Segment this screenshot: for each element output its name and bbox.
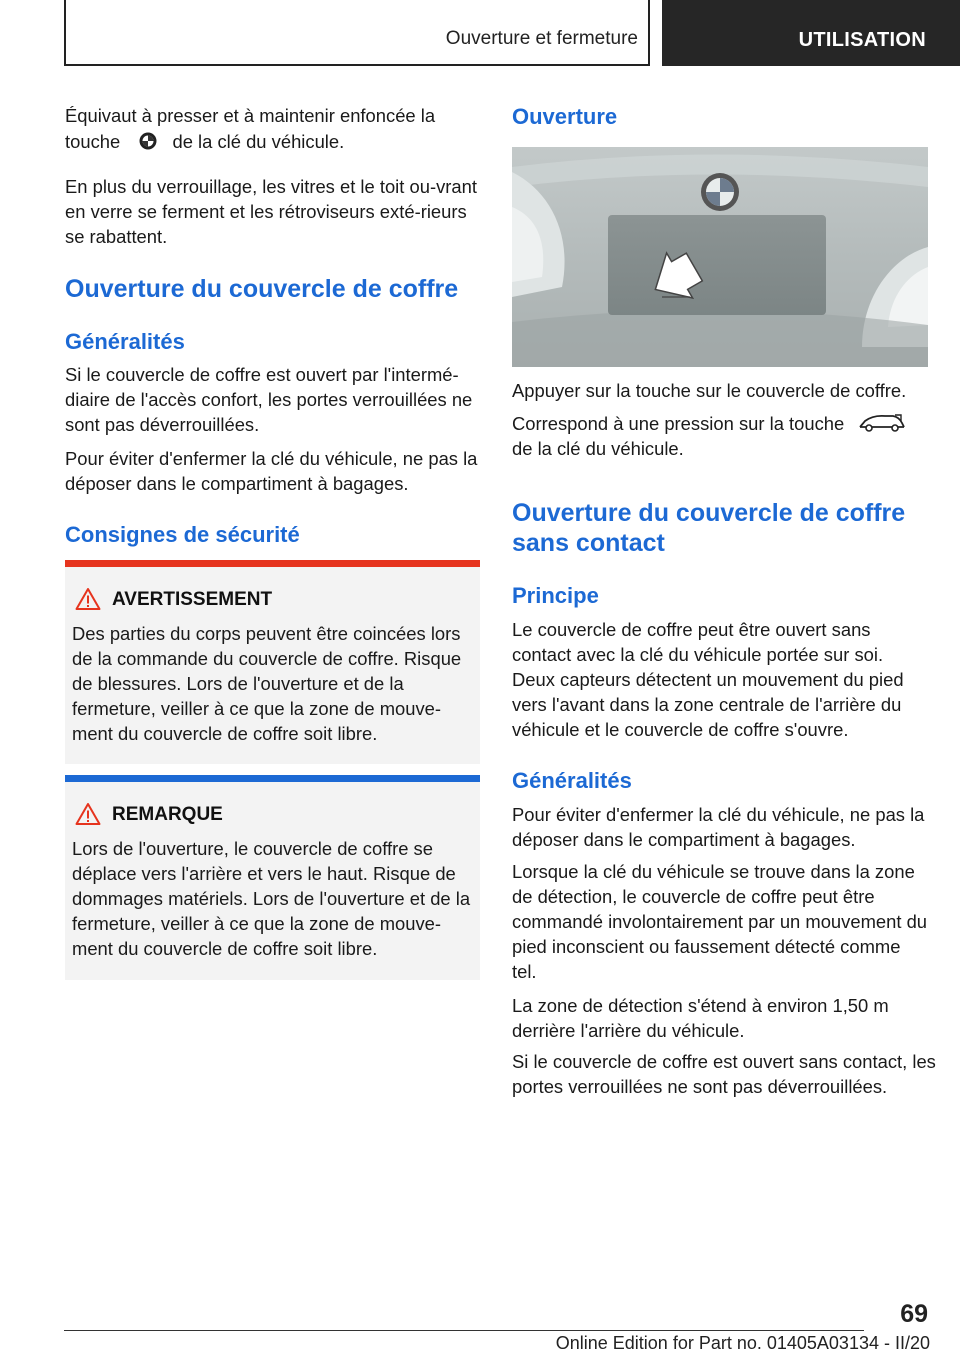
warning-triangle-icon [75, 587, 101, 616]
right-p7: Si le couvercle de coffre est ouvert sans contact, les portes verrouillées ne sont pas déverrouillées. [512, 1051, 936, 1097]
warning-bar [65, 560, 480, 567]
right-p5: Lorsque la clé du véhicule se trouve dans la zone de détection, le couvercle de coffre peut être commandé involontairement par un mouvement du pied inconscient ou faussement détecté comme tel. [512, 861, 928, 982]
left-p1-post: de la clé du véhicule. [172, 131, 345, 152]
footer-edition: Online Edition for Part no. 01405A03134 - II/20 [555, 1333, 930, 1353]
warning-title: AVERTISSEMENT [112, 589, 273, 610]
header-bottom-rule [64, 64, 650, 66]
header-section-title: Ouverture et fermeture [445, 28, 638, 49]
header-chapter-tab [662, 0, 960, 66]
left-p1-pre: touche [65, 131, 121, 152]
header-left-rule [64, 0, 66, 66]
header-right-rule [648, 0, 650, 66]
right-p6: La zone de détection s'étend à environ 1,50 m derrière l'arrière du véhicule. [512, 995, 889, 1041]
footer-rule [64, 1330, 864, 1331]
heading-general-right: Généralités [512, 768, 632, 793]
note-body: Lors de l'ouverture, le couvercle de coffre se déplace vers l'arrière et vers le haut. Risque de dommages matériels. Lors de l'ouverture et de la fermeture, veiller à ce que la zone de mouve-ment du couvercle de coffre soit libre. [72, 838, 471, 959]
left-p3: Si le couvercle de coffre est ouvert par l'intermé-diaire de l'accès confort, les portes verrouillées ne sont pas déverrouillées. [65, 364, 473, 435]
note-bar [65, 775, 480, 782]
left-p1-line1: Équivaut à presser et à maintenir enfoncée la [65, 105, 436, 126]
right-p4: Pour éviter d'enfermer la clé du véhicule, ne pas la déposer dans le compartiment à bagages. [512, 804, 925, 850]
right-p2-line1 [512, 411, 932, 439]
warning-body: Des parties du corps peuvent être coincées lors de la commande du couvercle de coffre. Risque de blessures. Lors de l'ouverture et de la fermeture, veiller à ce que la zone de mouve-ment du couvercle de coffre soit libre. [72, 623, 462, 744]
right-p2-pre: Correspond à une pression sur la touche [512, 413, 845, 434]
car-trunk-key-icon [857, 411, 907, 439]
heading-trunk-opening: Ouverture du couvercle de coffre [65, 275, 459, 303]
header-chapter-label: UTILISATION [798, 29, 926, 51]
note-title: REMARQUE [112, 804, 223, 825]
right-p3: Le couvercle de coffre peut être ouvert sans contact avec la clé du véhicule portée sur soi. Deux capteurs détectent un mouvement du pied vers l'avant dans la zone centrale de l'arrière du véhicule et le couvercle de coffre s'ouvre. [512, 619, 904, 740]
warning-box [65, 560, 480, 764]
right-p2-line2: de la clé du véhicule. [512, 438, 684, 459]
bmw-logo-key-icon [139, 131, 157, 156]
heading-opening: Ouverture [512, 104, 618, 129]
note-box [65, 775, 480, 980]
right-p1: Appuyer sur la touche sur le couvercle de coffre. [512, 380, 907, 401]
left-p4: Pour éviter d'enfermer la clé du véhicule, ne pas la déposer dans le compartiment à bagages. [65, 448, 478, 494]
heading-principle: Principe [512, 583, 599, 608]
left-p1-line2 [65, 129, 480, 156]
trunk-lid-photo [512, 147, 928, 367]
left-p2: En plus du verrouillage, les vitres et le toit ou-vrant en verre se ferment et les rétroviseurs exté-rieurs se rabattent. [65, 176, 477, 247]
heading-contactless: Ouverture du couvercle de coffre sans contact [512, 499, 906, 557]
note-triangle-icon [75, 802, 101, 831]
page-number: 69 [900, 1300, 928, 1328]
heading-safety: Consignes de sécurité [65, 522, 300, 547]
heading-general-left: Généralités [65, 329, 185, 354]
